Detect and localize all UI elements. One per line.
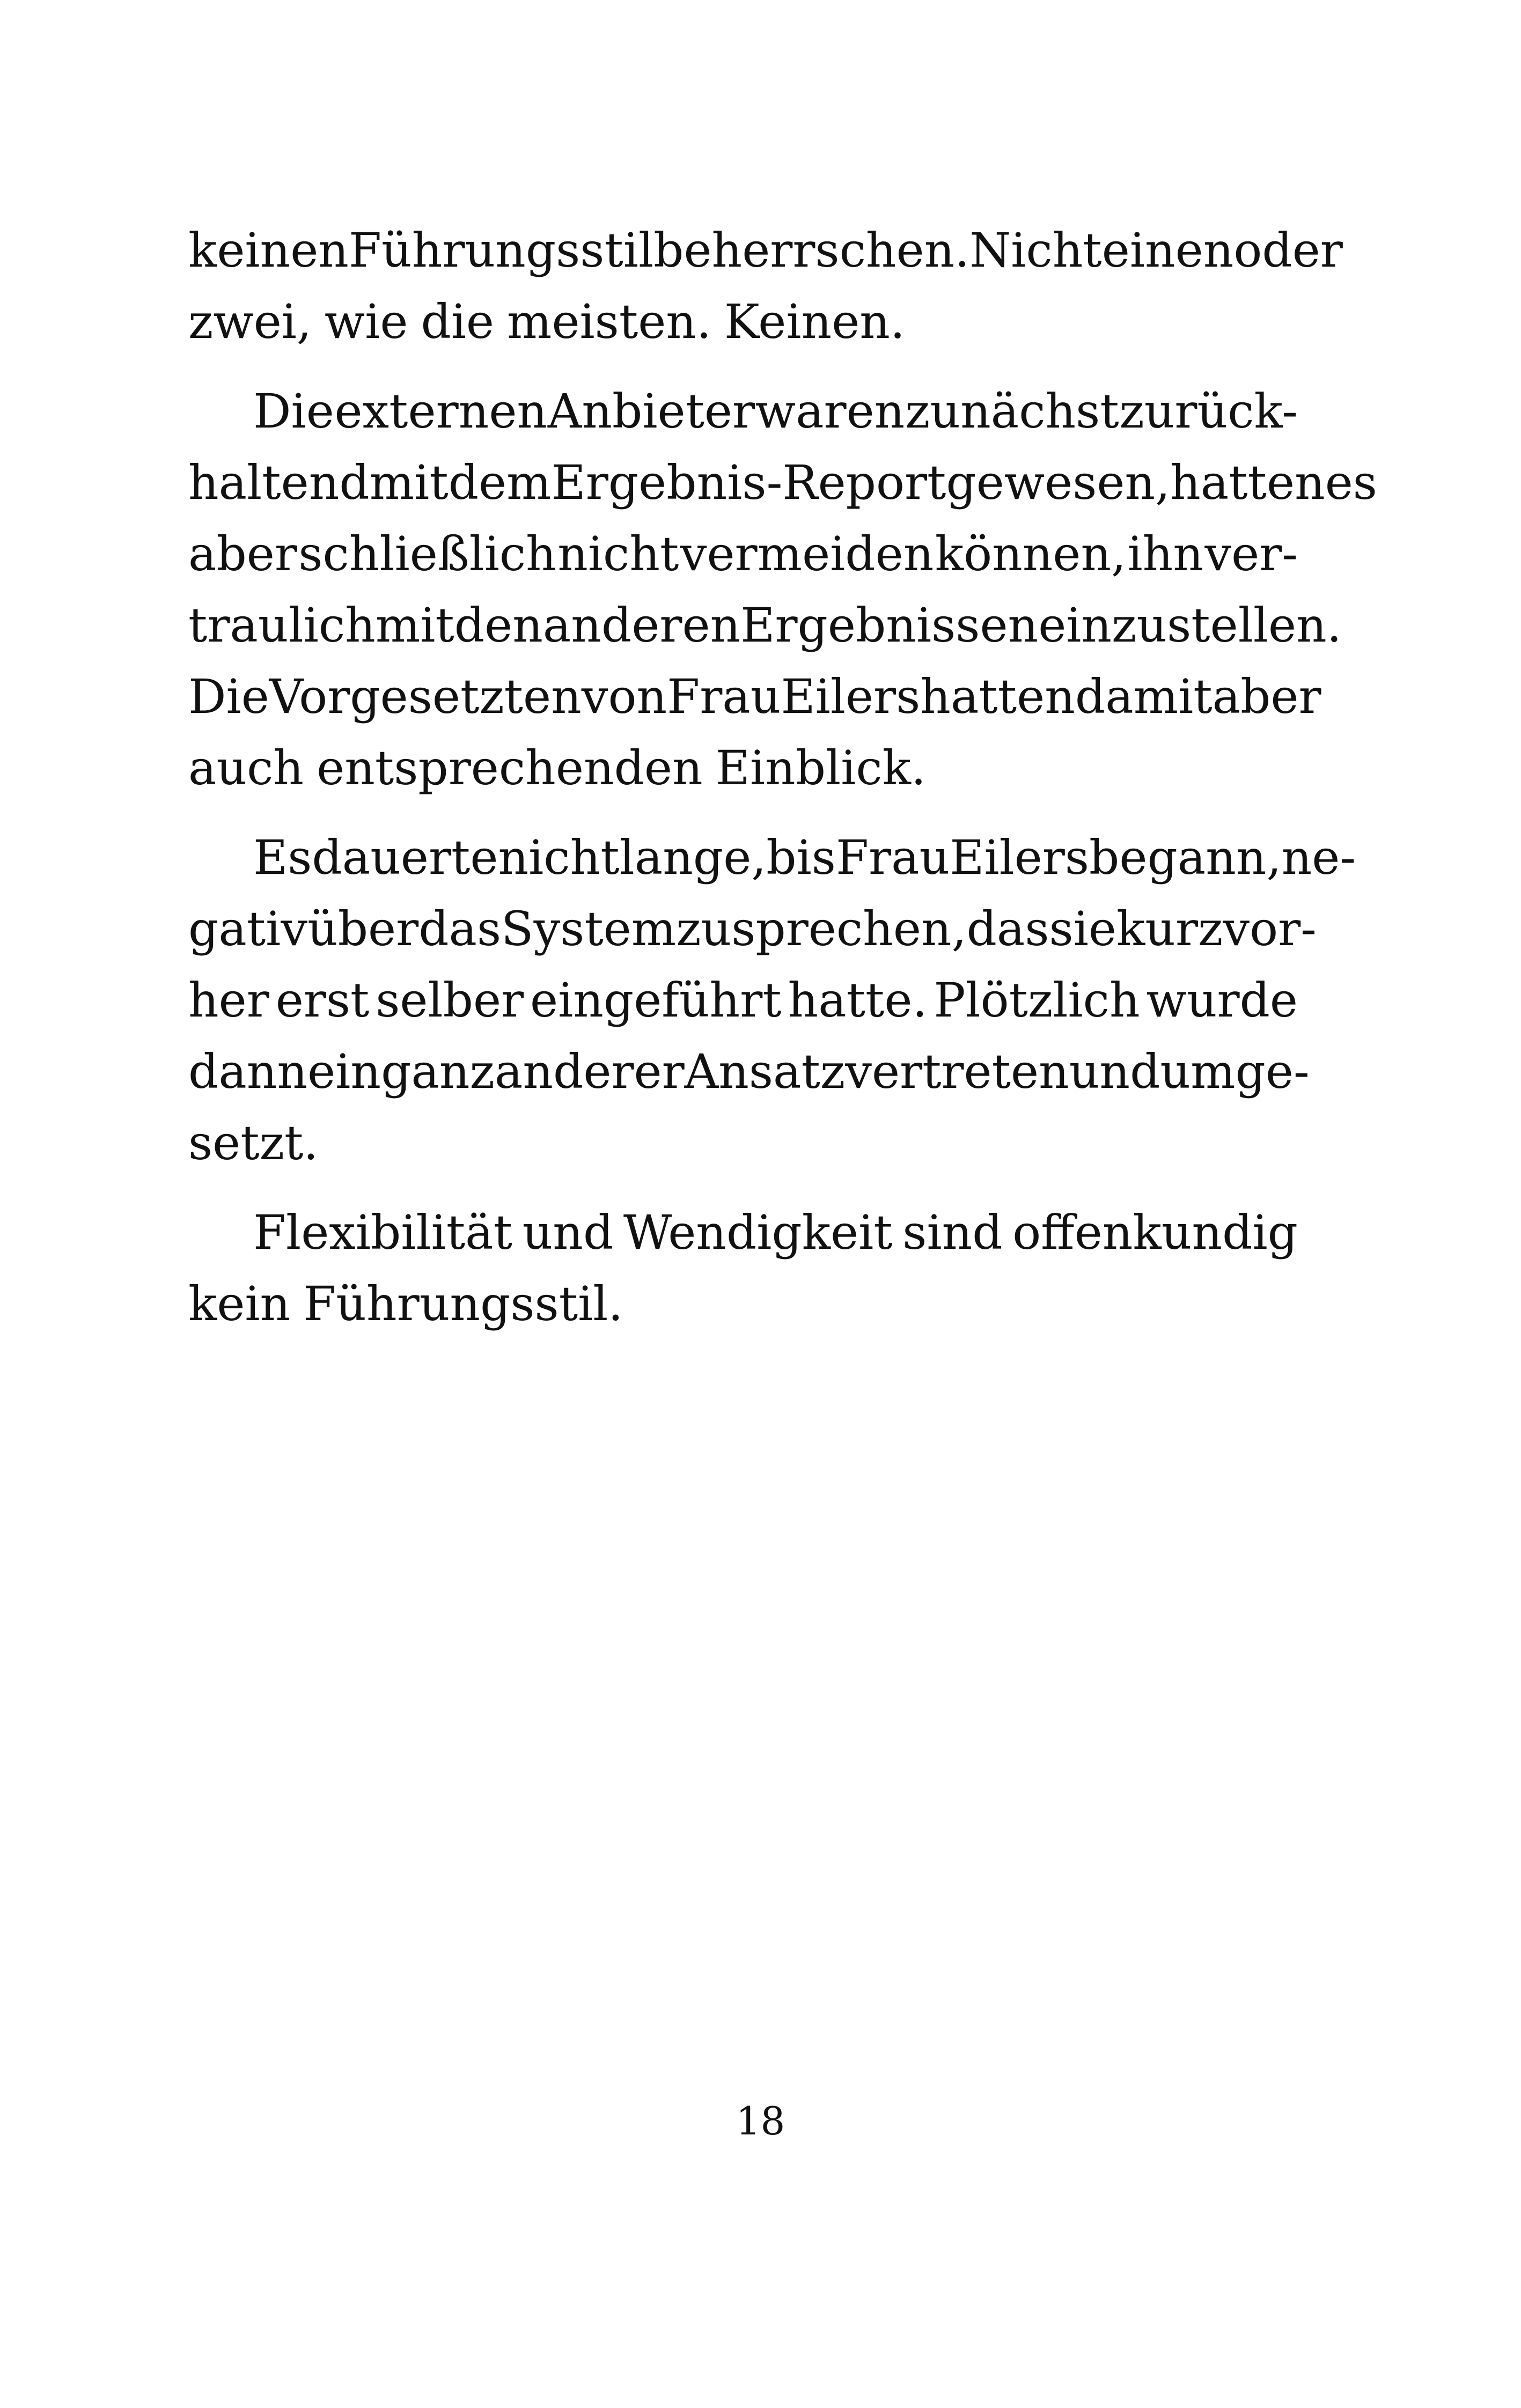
paragraph bbox=[188, 822, 1356, 1179]
text-line: traulich mit den anderen Ergebnissen einzustellen. bbox=[188, 598, 1342, 653]
body-text bbox=[188, 215, 1377, 1339]
paragraph-gap bbox=[188, 357, 1298, 375]
text-line: Die externen Anbieter waren zunächst zurück- bbox=[253, 384, 1298, 439]
text-line: kein Führungsstil. bbox=[188, 1276, 623, 1331]
text-line: gativ über das System zu sprechen, das sie kurz vor- bbox=[188, 901, 1317, 956]
text-line: Es dauerte nicht lange, bis Frau Eilers begann, ne- bbox=[253, 830, 1356, 885]
text-line: Flexibilität und Wendigkeit sind offenkundig bbox=[253, 1205, 1298, 1260]
paragraph-gap bbox=[188, 1179, 1298, 1197]
text-line: zwei, wie die meisten. Keinen. bbox=[188, 294, 905, 349]
paragraph bbox=[188, 375, 1377, 804]
paragraph bbox=[188, 215, 1343, 357]
text-line: keinen Führungsstil beherrschen. Nicht einen oder bbox=[188, 223, 1343, 278]
text-line: haltend mit dem Ergebnis-Report gewesen, hatten es bbox=[188, 455, 1377, 510]
paragraph bbox=[188, 1197, 1298, 1339]
text-line: aber schließlich nicht vermeiden können, ihn ver- bbox=[188, 526, 1298, 581]
text-line: Die Vorgesetzten von Frau Eilers hatten damit aber bbox=[188, 669, 1321, 724]
paragraph-gap bbox=[188, 804, 1298, 822]
page-number: 18 bbox=[736, 2098, 785, 2144]
text-line: auch entsprechenden Einblick. bbox=[188, 740, 926, 796]
text-line: setzt. bbox=[188, 1115, 319, 1170]
text-line: her erst selber eingeführt hatte. Plötzlich wurde bbox=[188, 973, 1298, 1028]
text-line: dann ein ganz anderer Ansatz vertreten und umge- bbox=[188, 1044, 1310, 1099]
